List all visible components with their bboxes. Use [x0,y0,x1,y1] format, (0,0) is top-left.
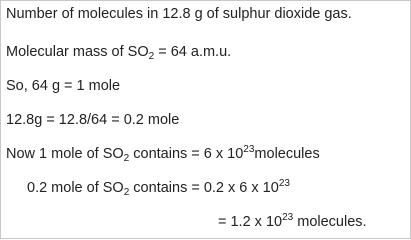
so2-subscript: 2 [148,51,155,62]
exponent-superscript: 23 [282,212,294,223]
exponent-superscript: 23 [243,144,255,155]
so2-subscript: 2 [123,187,130,198]
mole-definition-line [6,78,120,95]
avogadro-middle: contains = 6 x 10 [129,146,244,162]
molecular-mass-value: = 64 a.m.u. [154,44,232,60]
mole-calculation-text: 12.8g = 12.8/64 = 0.2 mole [6,112,180,128]
avogadro-prefix: Now 1 mole of SO [6,146,124,162]
molecular-mass-prefix: Molecular mass of SO [6,44,149,60]
scaled-prefix: 0.2 mole of SO [27,180,124,196]
mole-definition-text: So, 64 g = 1 mole [6,78,121,94]
avogadro-suffix: molecules [254,146,320,162]
result-suffix: molecules. [293,214,367,230]
result-line [218,214,367,232]
result-prefix: = 1.2 x 10 [218,214,283,230]
exponent-superscript: 23 [278,178,290,189]
scaled-middle: contains = 0.2 x 6 x 10 [129,180,279,196]
molecular-mass-line [6,44,231,62]
mole-calculation-line [6,112,179,129]
question-text: Number of molecules in 12.8 g of sulphur dioxide gas. [6,6,352,22]
avogadro-line [6,146,320,164]
scaled-molecules-line [27,180,290,198]
question-line [6,6,352,23]
so2-subscript: 2 [123,153,130,164]
